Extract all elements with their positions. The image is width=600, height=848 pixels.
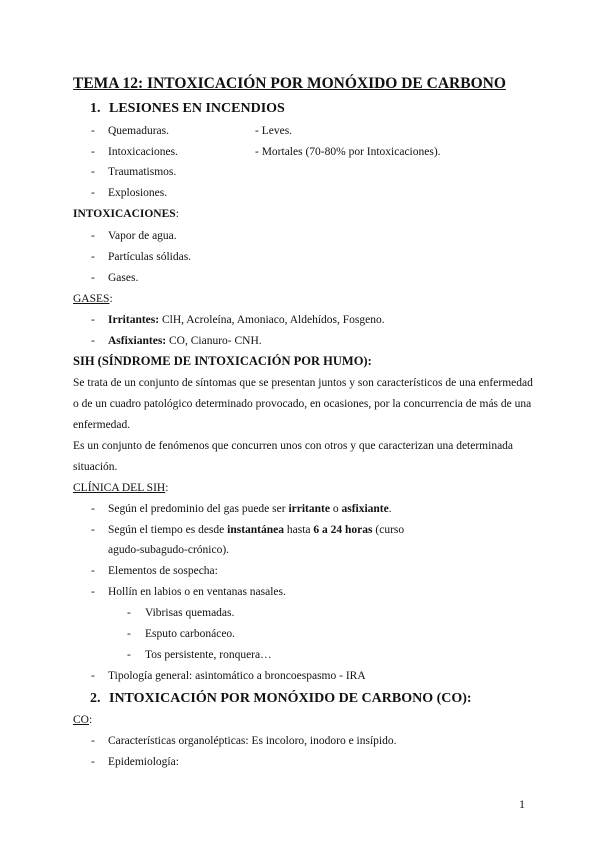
bullet-dash: - <box>91 735 95 747</box>
bullet-dash: - <box>91 586 95 598</box>
list-item: Según el predominio del gas puede ser irritante o asfixiante. <box>108 503 392 515</box>
gases-heading: GASES: <box>73 293 113 305</box>
sub-bullet-dash: - <box>127 628 131 640</box>
sih-heading: SIH (SÍNDROME DE INTOXICACIÓN POR HUMO): <box>73 354 372 368</box>
list-item: Elementos de sospecha: <box>108 565 218 577</box>
bullet-dash: - <box>91 756 95 768</box>
list-item: Explosiones. <box>108 187 168 199</box>
bullet-dash: - <box>91 335 95 347</box>
bullet-dash: - <box>91 230 95 242</box>
list-item-asfixiantes: Asfixiantes: CO, Cianuro- CNH. <box>108 335 262 347</box>
list-item: Características organolépticas: Es incoloro, inodoro e insípido. <box>108 735 397 747</box>
bullet-dash: - <box>91 314 95 326</box>
sih-paragraph-2: Es un conjunto de fenómenos que concurren unos con otros y que caracterizan una determinada situación. <box>73 440 514 473</box>
list-item: Traumatismos. <box>108 166 177 178</box>
co-heading: CO: <box>73 714 93 726</box>
list-item: Vapor de agua. <box>108 230 177 242</box>
bullet-dash: - <box>91 565 95 577</box>
list-item: Hollín en labios o en ventanas nasales. <box>108 586 286 598</box>
section-1-number: 1. <box>90 101 101 116</box>
list-item: Según el tiempo es desde instantánea hasta 6 a 24 horas (curso <box>108 524 405 536</box>
intoxicaciones-heading: INTOXICACIONES: <box>73 208 179 220</box>
list-item-continuation: agudo-subagudo-crónico). <box>108 544 230 556</box>
list-item-right: - Mortales (70-80% por Intoxicaciones). <box>255 146 441 158</box>
sub-list-item: Tos persistente, ronquera… <box>145 649 272 661</box>
sub-bullet-dash: - <box>127 607 131 619</box>
bullet-dash: - <box>91 503 95 515</box>
list-item-irritantes: Irritantes: ClH, Acroleína, Amoniaco, Aldehídos, Fosgeno. <box>108 314 385 326</box>
list-item: Gases. <box>108 272 139 284</box>
bullet-dash: - <box>91 272 95 284</box>
section-1-heading: LESIONES EN INCENDIOS <box>109 101 285 116</box>
bullet-dash: - <box>91 125 95 137</box>
sub-list-item: Vibrisas quemadas. <box>145 607 235 619</box>
bullet-dash: - <box>91 524 95 536</box>
list-item: Intoxicaciones. <box>108 146 178 158</box>
sub-bullet-dash: - <box>127 649 131 661</box>
page-number: 1 <box>519 797 525 811</box>
bullet-dash: - <box>91 187 95 199</box>
bullet-dash: - <box>91 166 95 178</box>
section-2-number: 2. <box>90 691 101 706</box>
bullet-dash: - <box>91 251 95 263</box>
document-title: TEMA 12: INTOXICACIÓN POR MONÓXIDO DE CARBONO <box>73 75 506 92</box>
list-item: Partículas sólidas. <box>108 251 192 263</box>
bullet-dash: - <box>91 146 95 158</box>
sih-paragraph-1: Se trata de un conjunto de síntomas que se presentan juntos y son característicos de una enfermedad o de un cuadro patológico determinado provocado, en ocasiones, por la concurrencia de más de una enfermedad. <box>73 377 533 431</box>
list-item: Quemaduras. <box>108 125 169 137</box>
list-item-right: - Leves. <box>255 125 293 137</box>
bullet-dash: - <box>91 670 95 682</box>
clinica-heading: CLÍNICA DEL SIH: <box>73 482 169 494</box>
list-item: Epidemiología: <box>108 756 179 768</box>
section-2-heading: INTOXICACIÓN POR MONÓXIDO DE CARBONO (CO): <box>109 691 472 706</box>
sub-list-item: Esputo carbonáceo. <box>145 628 236 640</box>
list-item: Tipología general: asintomático a broncoespasmo - IRA <box>108 670 366 682</box>
